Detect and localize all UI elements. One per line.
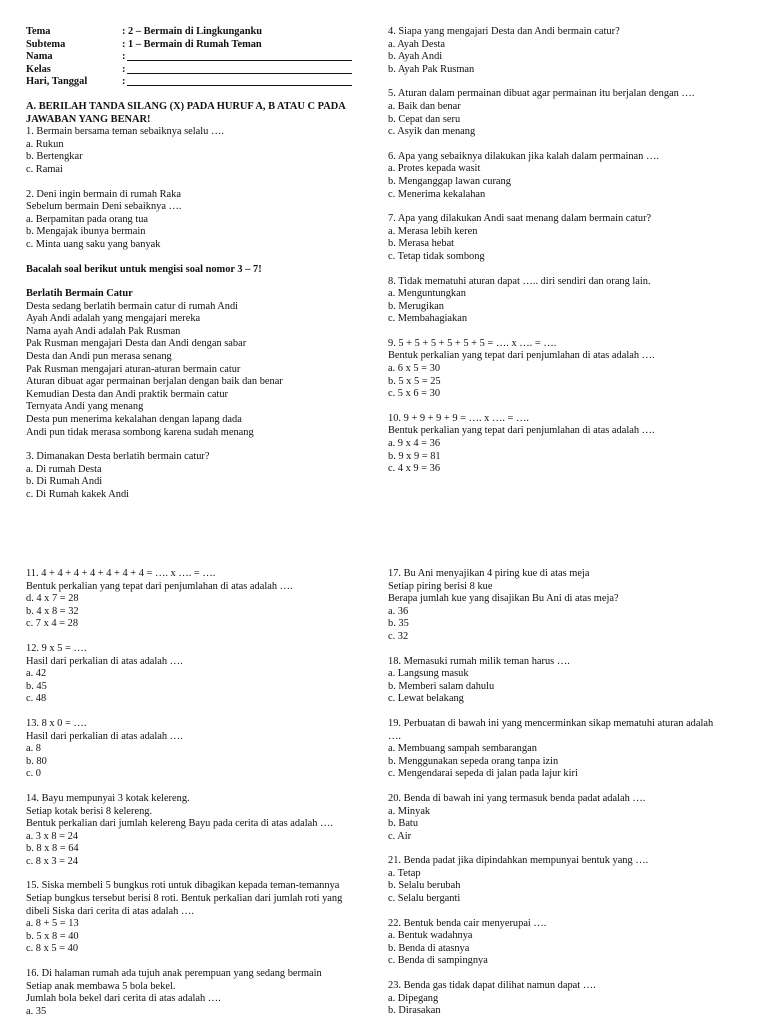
question-text: 20. Benda di bawah ini yang termasuk benda padat adalah …. bbox=[388, 792, 646, 804]
option-b[interactable]: b. 8 x 8 = 64 bbox=[26, 843, 79, 855]
option-a[interactable]: a. Protes kepada wasit bbox=[388, 163, 481, 175]
option-c[interactable]: c. Mengendarai sepeda di jalan pada lajur kiri bbox=[388, 768, 578, 780]
instruction-line-2: JAWABAN YANG BENAR! bbox=[26, 113, 151, 125]
option-c[interactable]: c. Membahagiakan bbox=[388, 313, 468, 325]
option-b[interactable]: b. 80 bbox=[26, 755, 47, 767]
story bbox=[26, 288, 376, 439]
option-a[interactable]: a. Dipegang bbox=[388, 992, 439, 1004]
question-text: Bentuk perkalian yang tepat dari penjumlahan di atas adalah …. bbox=[388, 425, 655, 437]
story-line: Desta pun menerima kekalahan dengan lapang dada bbox=[26, 414, 242, 426]
option-c[interactable]: c. 8 x 5 = 40 bbox=[26, 943, 79, 955]
question-21 bbox=[388, 855, 758, 905]
option-b[interactable]: b. Di Rumah Andi bbox=[26, 476, 103, 488]
question-text: 1. Bermain bersama teman sebaiknya selalu …. bbox=[26, 126, 224, 138]
story-title: Berlatih Bermain Catur bbox=[26, 288, 133, 300]
story-line: Pak Rusman mengajari Desta dan Andi dengan sabar bbox=[26, 338, 247, 350]
story-line: Pak Rusman mengajari aturan-aturan bermain catur bbox=[26, 363, 241, 375]
option-a[interactable]: a. 42 bbox=[26, 668, 47, 680]
question-2 bbox=[26, 189, 376, 252]
bottom-right-column bbox=[388, 568, 758, 1018]
option-b[interactable]: b. 4 x 8 = 32 bbox=[26, 605, 79, 617]
story-line: Desta dan Andi pun merasa senang bbox=[26, 351, 172, 363]
story-line: Aturan dibuat agar permainan berjalan dengan baik dan benar bbox=[26, 376, 283, 388]
question-6 bbox=[388, 151, 758, 201]
option-c[interactable]: c. Di Rumah kakek Andi bbox=[26, 489, 130, 500]
question-text: Bentuk perkalian dari jumlah kelereng Bayu pada cerita di atas adalah …. bbox=[26, 818, 333, 830]
question-text: Bentuk perkalian yang tepat dari penjumlahan di atas adalah …. bbox=[26, 580, 293, 592]
question-22 bbox=[388, 918, 758, 968]
question-text: 5. Aturan dalam permainan dibuat agar permainan itu berjalan dengan …. bbox=[388, 88, 695, 100]
option-a[interactable]: a. 9 x 4 = 36 bbox=[388, 438, 441, 450]
top-left-column bbox=[26, 26, 376, 514]
question-14 bbox=[26, 793, 376, 869]
option-a[interactable]: a. Tetap bbox=[388, 867, 421, 879]
option-c[interactable]: c. 48 bbox=[26, 693, 47, 705]
question-text: Hasil dari perkalian di atas adalah …. bbox=[26, 730, 183, 742]
question-text: 13. 8 x 0 = …. bbox=[26, 717, 87, 729]
header-tema: Tema : 2 – Bermain di Lingkunganku bbox=[26, 26, 263, 37]
question-16 bbox=[26, 968, 376, 1018]
option-a[interactable]: a. Rukun bbox=[26, 138, 64, 150]
question-text: …. bbox=[388, 730, 401, 742]
option-a[interactable]: a. Bentuk wadahnya bbox=[388, 930, 473, 942]
option-c[interactable]: c. 8 x 3 = 24 bbox=[26, 855, 79, 867]
option-b[interactable]: b. Merasa hebat bbox=[388, 238, 455, 250]
question-text: 19. Perbuatan di bawah ini yang mencerminkan sikap mematuhi aturan adalah bbox=[388, 717, 714, 729]
option-c[interactable]: c. 32 bbox=[388, 630, 409, 642]
header-kelas: Kelas : bbox=[26, 64, 376, 77]
question-3 bbox=[26, 451, 376, 501]
option-c[interactable]: b. Ayah Pak Rusman bbox=[388, 63, 475, 75]
option-b[interactable]: b. Batu bbox=[388, 818, 419, 830]
question-text: 21. Benda padat jika dipindahkan mempunyai bentuk yang …. bbox=[388, 855, 649, 867]
question-text: 22. Bentuk benda cair menyerupai …. bbox=[388, 917, 547, 929]
question-11 bbox=[26, 568, 376, 631]
question-text: 15. Siska membeli 5 bungkus roti untuk dibagikan kepada teman-temannya bbox=[26, 880, 340, 892]
story-line: Desta sedang berlatih bermain catur di rumah Andi bbox=[26, 300, 239, 312]
option-c[interactable]: c. 4 x 9 = 36 bbox=[388, 463, 441, 475]
option-a[interactable]: a. Berpamitan pada orang tua bbox=[26, 213, 149, 225]
question-text: 12. 9 x 5 = …. bbox=[26, 642, 87, 654]
option-c[interactable]: c. Selalu berganti bbox=[388, 893, 461, 905]
question-4 bbox=[388, 26, 758, 76]
question-text: Jumlah bola bekel dari cerita di atas adalah …. bbox=[26, 993, 221, 1005]
question-text: dibeli Siska dari cerita di atas adalah …. bbox=[26, 905, 194, 917]
question-10 bbox=[388, 413, 758, 476]
question-text: 11. 4 + 4 + 4 + 4 + 4 + 4 + 4 = …. x …. = …. bbox=[26, 568, 216, 579]
question-text: 4. Siapa yang mengajari Desta dan Andi bermain catur? bbox=[388, 26, 620, 37]
question-text: 9. 5 + 5 + 5 + 5 + 5 + 5 = …. x …. = …. bbox=[388, 337, 557, 349]
question-17 bbox=[388, 568, 758, 644]
option-c[interactable]: c. Asyik dan menang bbox=[388, 126, 476, 138]
option-b[interactable]: b. 5 x 8 = 40 bbox=[26, 930, 79, 942]
question-text: Setiap piring berisi 8 kue bbox=[388, 580, 493, 592]
option-c[interactable]: c. Menerima kekalahan bbox=[388, 188, 486, 200]
question-13 bbox=[26, 718, 376, 781]
question-15 bbox=[26, 880, 376, 956]
question-text: 23. Benda gas tidak dapat dilihat namun dapat …. bbox=[388, 980, 596, 992]
option-a[interactable]: a. Membuang sampah sembarangan bbox=[388, 743, 537, 755]
option-a[interactable]: a. 35 bbox=[26, 1005, 47, 1017]
question-text: Setiap anak membawa 5 bola bekel. bbox=[26, 980, 176, 992]
option-c[interactable]: c. Air bbox=[388, 830, 412, 842]
question-9 bbox=[388, 338, 758, 401]
question-text: 10. 9 + 9 + 9 + 9 = …. x …. = …. bbox=[388, 412, 529, 424]
top-right-column bbox=[388, 26, 758, 488]
header-nama: Nama : bbox=[26, 51, 376, 64]
option-a[interactable]: a. Merasa lebih keren bbox=[388, 225, 478, 237]
question-text: 6. Apa yang sebaiknya dilakukan jika kalah dalam permainan …. bbox=[388, 150, 659, 162]
question-text: Setiap bungkus tersebut berisi 8 roti. Bentuk perkalian dari jumlah roti yang bbox=[26, 893, 343, 905]
option-a[interactable]: a. 8 bbox=[26, 743, 42, 755]
option-c[interactable]: c. Tetap tidak sombong bbox=[388, 250, 485, 262]
question-text: 14. Bayu mempunyai 3 kotak kelereng. bbox=[26, 792, 190, 804]
question-20 bbox=[388, 793, 758, 843]
option-a[interactable]: d. 4 x 7 = 28 bbox=[26, 593, 79, 605]
question-text: Setiap kotak berisi 8 kelereng. bbox=[26, 805, 153, 817]
option-b[interactable]: b. Menggunakan sepeda orang tanpa izin bbox=[388, 755, 559, 767]
question-text: 17. Bu Ani menyajikan 4 piring kue di atas meja bbox=[388, 568, 590, 579]
story-line: Ternyata Andi yang menang bbox=[26, 401, 144, 413]
option-c[interactable]: c. Minta uang saku yang banyak bbox=[26, 238, 161, 250]
question-text: Berapa jumlah kue yang disajikan Bu Ani di atas meja? bbox=[388, 593, 619, 605]
question-text: 7. Apa yang dilakukan Andi saat menang dalam bermain catur? bbox=[388, 213, 652, 225]
option-b[interactable]: b. 5 x 5 = 25 bbox=[388, 375, 441, 387]
option-a[interactable]: a. 6 x 5 = 30 bbox=[388, 363, 441, 375]
question-8 bbox=[388, 276, 758, 326]
story-line: Kemudian Desta dan Andi praktik bermain catur bbox=[26, 388, 228, 400]
option-b[interactable]: b. Menganggap lawan curang bbox=[388, 175, 511, 187]
question-5 bbox=[388, 88, 758, 138]
option-b[interactable]: b. 9 x 9 = 81 bbox=[388, 450, 441, 462]
question-text: Hasil dari perkalian di atas adalah …. bbox=[26, 655, 183, 667]
question-text: Bentuk perkalian yang tepat dari penjumlahan di atas adalah …. bbox=[388, 350, 655, 362]
option-b[interactable]: b. Ayah Andi bbox=[388, 51, 443, 63]
question-19 bbox=[388, 718, 758, 781]
question-7 bbox=[388, 213, 758, 263]
question-text: 8. Tidak mematuhi aturan dapat ….. diri sendiri dan orang lain. bbox=[388, 275, 651, 287]
kelas-fill-line[interactable] bbox=[127, 64, 352, 74]
option-c[interactable]: c. 7 x 4 = 28 bbox=[26, 618, 79, 630]
question-text: 2. Deni ingin bermain di rumah Raka bbox=[26, 188, 181, 200]
nama-fill-line[interactable] bbox=[127, 51, 352, 61]
instruction-line-1: A. BERILAH TANDA SILANG (X) PADA HURUF A, B ATAU C PADA bbox=[26, 100, 346, 112]
option-a[interactable]: a. Ayah Desta bbox=[388, 38, 446, 50]
option-c[interactable]: c. Lewat belakang bbox=[388, 693, 464, 705]
question-12 bbox=[26, 643, 376, 706]
option-c[interactable]: c. 0 bbox=[26, 768, 42, 780]
bottom-left-column bbox=[26, 568, 376, 1018]
header-hari: Hari, Tanggal : bbox=[26, 76, 376, 89]
question-text: 18. Memasuki rumah milik teman harus …. bbox=[388, 655, 570, 667]
question-text: 3. Dimanakan Desta berlatih bermain catur? bbox=[26, 451, 210, 463]
option-b[interactable]: b. Memberi salam dahulu bbox=[388, 680, 495, 692]
question-18 bbox=[388, 656, 758, 706]
question-text: Sebelum bermain Deni sebaiknya …. bbox=[26, 201, 182, 213]
header-subtema: Subtema : 1 – Bermain di Rumah Teman bbox=[26, 38, 262, 50]
option-b[interactable]: b. 35 bbox=[388, 618, 409, 630]
option-a[interactable]: a. Baik dan benar bbox=[388, 100, 461, 112]
option-b[interactable]: b. Benda di atasnya bbox=[388, 942, 470, 954]
story-line: Ayah Andi adalah yang mengajari mereka bbox=[26, 313, 201, 325]
option-a[interactable]: a. 36 bbox=[388, 605, 409, 617]
option-a[interactable]: a. 3 x 8 = 24 bbox=[26, 830, 79, 842]
option-b[interactable]: b. Selalu berubah bbox=[388, 880, 461, 892]
option-b[interactable]: b. Dirasakan bbox=[388, 1005, 441, 1017]
story-line: Andi pun tidak merasa sombong karena sudah menang bbox=[26, 426, 254, 438]
option-b[interactable]: b. 45 bbox=[26, 680, 47, 692]
question-23 bbox=[388, 980, 758, 1018]
option-b[interactable]: b. Merugikan bbox=[388, 300, 444, 312]
option-c[interactable]: c. Ramai bbox=[26, 163, 63, 175]
option-c[interactable]: c. 5 x 6 = 30 bbox=[388, 388, 441, 400]
question-text: 16. Di halaman rumah ada tujuh anak perempuan yang sedang bermain bbox=[26, 968, 322, 980]
option-b[interactable]: b. Mengajak ibunya bermain bbox=[26, 226, 146, 238]
option-b[interactable]: b. Bertengkar bbox=[26, 151, 83, 163]
option-a[interactable]: a. Minyak bbox=[388, 805, 431, 817]
option-a[interactable]: a. Langsung masuk bbox=[388, 668, 469, 680]
option-b[interactable]: b. Cepat dan seru bbox=[388, 113, 461, 125]
story-line: Nama ayah Andi adalah Pak Rusman bbox=[26, 325, 181, 337]
option-a[interactable]: a. 8 + 5 = 13 bbox=[26, 918, 79, 930]
option-c[interactable]: c. Benda di sampingnya bbox=[388, 955, 488, 967]
option-a[interactable]: a. Di rumah Desta bbox=[26, 463, 102, 475]
reading-intro: Bacalah soal berikut untuk mengisi soal nomor 3 – 7! bbox=[26, 263, 262, 275]
option-a[interactable]: a. Menguntungkan bbox=[388, 288, 466, 300]
hari-fill-line[interactable] bbox=[127, 76, 352, 86]
question-1 bbox=[26, 126, 376, 176]
